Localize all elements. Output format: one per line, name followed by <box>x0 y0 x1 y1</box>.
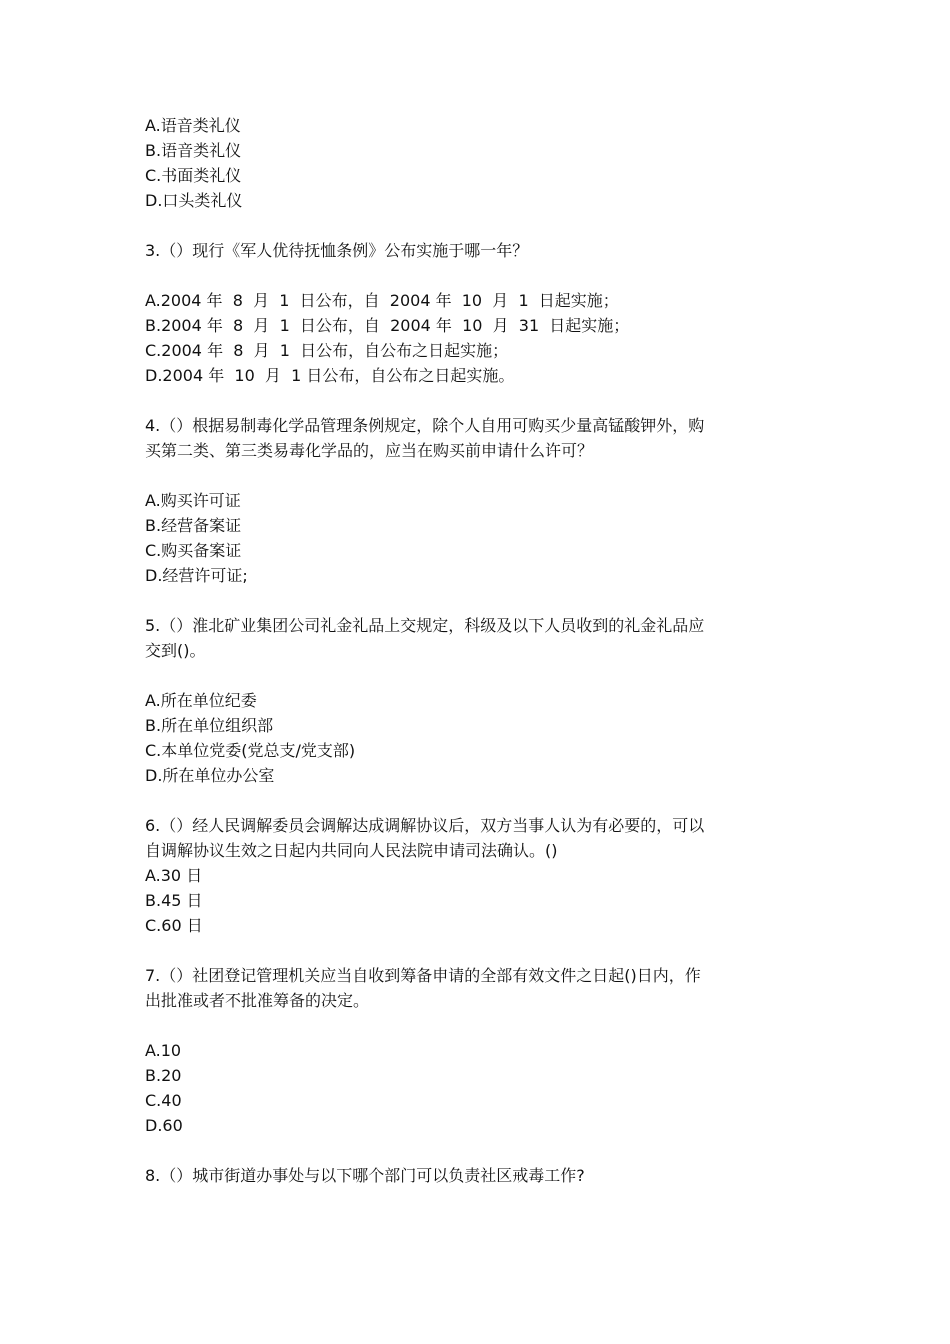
option-c: C.书面类礼仪 <box>145 166 242 185</box>
previous-question-options <box>145 113 825 213</box>
question-5 <box>145 613 825 788</box>
question-text: 出批准或者不批准筹备的决定。 <box>145 991 370 1010</box>
option-b: B.语音类礼仪 <box>145 141 242 160</box>
option-d: D.口头类礼仪 <box>145 191 243 210</box>
option-b: B.45 日 <box>145 891 203 910</box>
question-4 <box>145 413 825 588</box>
question-text: 4.（）根据易制毒化学品管理条例规定，除个人自用可购买少量高锰酸钾外，购 <box>145 416 705 435</box>
document-page <box>145 113 825 1188</box>
option-b: B.20 <box>145 1066 182 1085</box>
question-text: 7.（）社团登记管理机关应当自收到筹备申请的全部有效文件之日起()日内，作 <box>145 966 701 985</box>
question-6 <box>145 813 825 938</box>
question-text: 3.（）现行《军人优待抚恤条例》公布实施于哪一年？ <box>145 241 529 260</box>
option-c: C.40 <box>145 1091 182 1110</box>
question-text: 6.（）经人民调解委员会调解达成调解协议后，双方当事人认为有必要的，可以 <box>145 816 705 835</box>
option-a: A.30 日 <box>145 866 203 885</box>
question-8 <box>145 1163 825 1188</box>
option-a: A.购买许可证 <box>145 491 241 510</box>
option-a: A.2004 年 8 月 1 日公布，自 2004 年 10 月 1 日起实施； <box>145 291 619 310</box>
option-c: C.本单位党委(党总支/党支部) <box>145 741 356 760</box>
question-text: 8.（）城市街道办事处与以下哪个部门可以负责社区戒毒工作? <box>145 1166 585 1185</box>
question-text: 交到()。 <box>145 641 206 660</box>
option-b: B.所在单位组织部 <box>145 716 274 735</box>
question-7 <box>145 963 825 1138</box>
option-d: D.2004 年 10 月 1 日公布，自公布之日起实施。 <box>145 366 515 385</box>
option-c: C.60 日 <box>145 916 203 935</box>
option-b: B.2004 年 8 月 1 日公布，自 2004 年 10 月 31 日起实施； <box>145 316 630 335</box>
option-c: C.购买备案证 <box>145 541 242 560</box>
option-c: C.2004 年 8 月 1 日公布，自公布之日起实施； <box>145 341 509 360</box>
option-d: D.60 <box>145 1116 183 1135</box>
question-3 <box>145 238 825 388</box>
option-a: A.语音类礼仪 <box>145 116 241 135</box>
option-b: B.经营备案证 <box>145 516 242 535</box>
option-a: A.所在单位纪委 <box>145 691 257 710</box>
option-d: D.所在单位办公室 <box>145 766 275 785</box>
question-text: 买第二类、第三类易毒化学品的，应当在购买前申请什么许可？ <box>145 441 594 460</box>
option-d: D.经营许可证; <box>145 566 248 585</box>
option-a: A.10 <box>145 1041 182 1060</box>
question-text: 自调解协议生效之日起内共同向人民法院申请司法确认。() <box>145 841 558 860</box>
question-text: 5.（）淮北矿业集团公司礼金礼品上交规定，科级及以下人员收到的礼金礼品应 <box>145 616 705 635</box>
